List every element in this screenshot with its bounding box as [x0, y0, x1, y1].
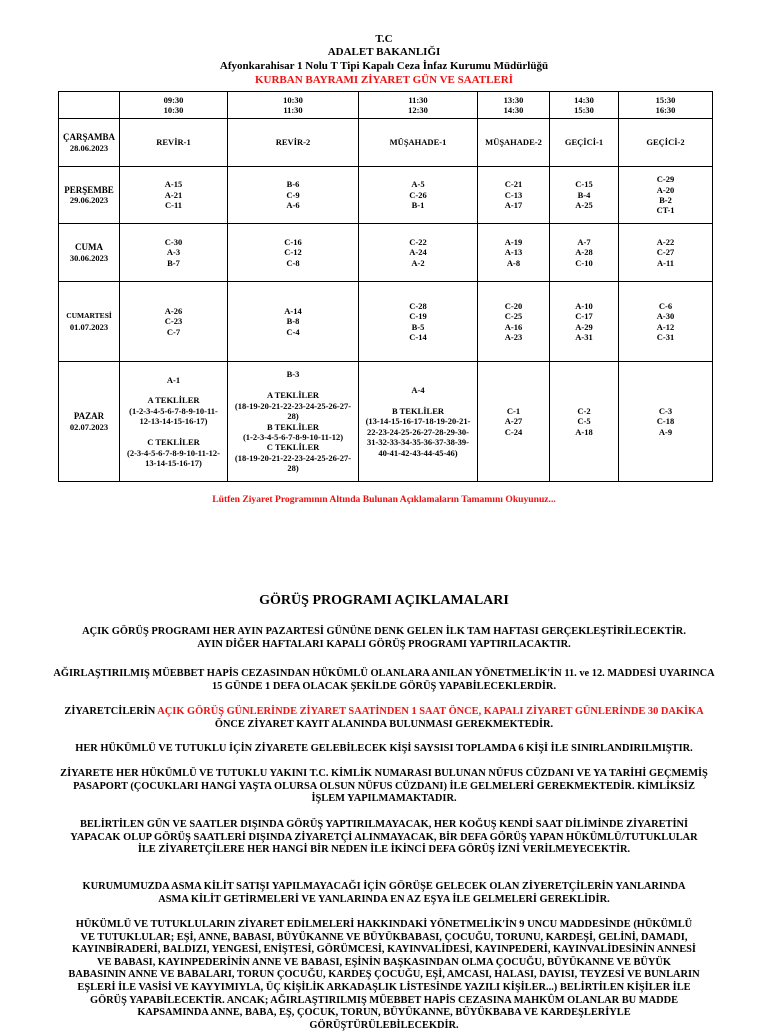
time-header: 10:30 11:30	[228, 92, 359, 119]
visit-schedule-table	[58, 91, 713, 482]
table-cell: B-3 A TEKLİLER (18-19-20-21-22-23-24-25-26-27- 28) B TEKLİLER (1-2-3-4-5-6-7-8-9-10-11-12) C TEKLİLER (18-19-20-21-22-23-24-25-26-27- 28)	[228, 362, 359, 482]
arrival-text-prefix: ZİYARETCİLERİN	[64, 706, 158, 717]
day-date: 28.06.2023	[69, 142, 109, 153]
table-cell: A-26 C-23 C-7	[120, 282, 228, 362]
day-cell	[59, 362, 120, 482]
paragraph-regulation: HÜKÜMLÜ VE TUTUKLULARIN ZİYARET EDİLMELERİ HAKKINDAKİ YÖNETMELİK'İN 9 UNCU MADDESİNDE (HÜKÜMLÜ VE TUTUKLULAR; EŞİ, ANNE, BABASI, BÜYÜKANNE VE BÜYÜKBABASI, ÇOCUĞU, TORUNU, KARDEŞİ, GELİNİ, DAMADI, KAYINBİRADERİ, BALDIZI, YENGESİ, ENİŞTESİ, GÖRÜMCESİ, KAYINVALİDESİ, KAYINPEDERİ, KAYINVALİDESİNİN ANNESİ VE BABASI, KAYINPEDERİNİN ANNE VE BABASI, EŞİNİN BAŞKASINDAN OLMA ÇOCUĞU, BÜYÜKANNE VE BÜYÜK BABASININ ANNE VE BABALARI, TORUN ÇOCUĞU, KARDEŞ ÇOCUĞU, EŞİ, AMCASI, HALASI, DAYISI, TEYZESİ VE BUNLARIN EŞLERİ İLE VASİSİ VE KAYYIMIYLA, ÜÇ KİŞİLİK ARKADAŞLIK LİSTESİNDE YAZILI KİŞİLER...) BELİRTİLEN KİŞİLER İLE GÖRÜŞ YAPABİLECEKTİR. ANCAK; AĞIRLAŞTIRILMIŞ MÜEBBET HAPİS CEZASINA MAHKÛM OLANLAR BU MADDE KAPSAMINDA ANNE, BABA, EŞ, ÇOCUK, TORUN, BÜYÜKANNE, BÜYÜKBABA VE KARDEŞLERİYLE GÖRÜŞTÜRÜLEBİLECEKDİR.	[68, 919, 700, 1031]
day-name: PERŞEMBE	[64, 184, 114, 195]
paragraph-identity: ZİYARETE HER HÜKÜMLÜ VE TUTUKLU YAKINI T.C. KİMLİK NUMARASI BULUNAN NÜFUS CÜZDANI VE YA TARİHİ GEÇMEMİŞ PASAPORT (ÇOCUKLARI HANGİ YAŞTA OLURSA OLSUN NÜFUS CÜZDANI) İLE GELMELERİ GEREKMEKTEDİR. KİMLİKSİZ İŞLEM YAPILMAMAKTADIR.	[60, 768, 708, 805]
time-header: 11:30 12:30	[359, 92, 478, 119]
table-cell: GEÇİCİ-1	[550, 119, 619, 167]
table-cell: A-10 C-17 A-29 A-31	[550, 282, 619, 362]
day-name: CUMARTESİ	[66, 311, 112, 321]
table-cell: C-15 B-4 A-25	[550, 167, 619, 224]
day-cell	[59, 224, 120, 282]
arrival-text-suffix: ÖNCE ZİYARET KAYIT ALANINDA BULUNMASI GEREKMEKTEDİR.	[214, 718, 554, 730]
table-cell: A-22 C-27 A-11	[619, 224, 713, 282]
table-row	[59, 167, 713, 224]
day-date: 30.06.2023	[69, 252, 109, 263]
table-cell: C-28 C-19 B-5 C-14	[359, 282, 478, 362]
table-cell: A-5 C-26 B-1	[359, 167, 478, 224]
table-cell: REVİR-2	[228, 119, 359, 167]
table-cell: C-6 A-30 A-12 C-31	[619, 282, 713, 362]
paragraph-visitor-limit: HER HÜKÜMLÜ VE TUTUKLU İÇİN ZİYARETE GELEBİLECEK KİŞİ SAYSISI TOPLAMDA 6 KİŞİ İLE SINIRLANDIRILMIŞTIR.	[75, 743, 693, 754]
table-cell: C-21 C-13 A-17	[478, 167, 550, 224]
corner-cell	[59, 92, 120, 119]
program-title: GÖRÜŞ PROGRAMI AÇIKLAMALARI	[259, 593, 509, 608]
day-cell	[59, 282, 120, 362]
table-cell: MÜŞAHADE-1	[359, 119, 478, 167]
header-tc: T.C	[375, 33, 393, 45]
day-name: PAZAR	[73, 411, 105, 422]
table-cell: C-3 C-18 A-9	[619, 362, 713, 482]
table-cell: MÜŞAHADE-2	[478, 119, 550, 167]
table-cell: C-1 A-27 C-24	[478, 362, 550, 482]
header-institution: Afyonkarahisar 1 Nolu T Tipi Kapalı Ceza İnfaz Kurumu Müdürlüğü	[219, 60, 549, 72]
table-row	[59, 282, 713, 362]
day-date: 29.06.2023	[69, 195, 109, 205]
table-cell: C-30 A-3 B-7	[120, 224, 228, 282]
table-cell: B-6 C-9 A-6	[228, 167, 359, 224]
table-cell: A-19 A-13 A-8	[478, 224, 550, 282]
arrival-text-highlight: AÇIK GÖRÜŞ GÜNLERİNDE ZİYARET SAATİNDEN 1 SAAT ÖNCE, KAPALI ZİYARET GÜNLERİNDE 30 DAKİKA	[157, 706, 704, 717]
paragraph-open-visit: AÇIK GÖRÜŞ PROGRAMI HER AYIN PAZARTESİ GÜNÜNE DENK GELEN İLK TAM HAFTASI GERÇEKLEŞTİRİLECEKTİR. AYIN DİĞER HAFTALARI KAPALI GÖRÜŞ PROGRAMI YAPTIRILACAKTIR.	[82, 626, 686, 650]
table-cell: GEÇİCİ-2	[619, 119, 713, 167]
table-cell: A-4 B TEKLİLER (13-14-15-16-17-18-19-20-21- 22-23-24-25-26-27-28-29-30- 31-32-33-34-35-36-37-38-39- 40-41-42-43-44-45-46)	[359, 362, 478, 482]
read-notes-warning: Lütfen Ziyaret Programının Altında Bulunan Açıklamaların Tamamını Okuyunuz...	[212, 494, 556, 505]
day-cell	[59, 119, 120, 167]
table-cell: A-15 A-21 C-11	[120, 167, 228, 224]
table-cell: C-16 C-12 C-8	[228, 224, 359, 282]
table-row	[59, 119, 713, 167]
table-cell: A-1 A TEKLİLER (1-2-3-4-5-6-7-8-9-10-11- 12-13-14-15-16-17) C TEKLİLER (2-3-4-5-6-7-8-9-10-11-12- 13-14-15-16-17)	[120, 362, 228, 482]
table-cell: C-29 A-20 B-2 CT-1	[619, 167, 713, 224]
table-cell: A-14 B-8 C-4	[228, 282, 359, 362]
table-cell: C-20 C-25 A-16 A-23	[478, 282, 550, 362]
table-cell: C-2 C-5 A-18	[550, 362, 619, 482]
table-row	[59, 362, 713, 482]
day-name: CUMA	[75, 242, 103, 253]
table-cell: A-7 A-28 C-10	[550, 224, 619, 282]
paragraph-visit-hours: BELİRTİLEN GÜN VE SAATLER DIŞINDA GÖRÜŞ YAPTIRILMAYACAK, HER KOĞUŞ KENDİ SAAT DİLİMİNDE ZİYARETİNİ YAPACAK OLUP GÖRÜŞ SAATLERİ DIŞINDA ZİYARETÇİ ALINMAYACAK, BİR DEFA GÖRÜŞ YAPAN HÜKÜMLÜ/TUTUKLULAR İLE ZİYARETÇİLERE HER HANGİ BİR NEDEN İLE İKİNCİ DEFA GÖRÜŞ İZNİ VERİLMEYECEKTİR.	[70, 819, 698, 856]
table-cell: REVİR-1	[120, 119, 228, 167]
time-header: 15:30 16:30	[619, 92, 713, 119]
time-header-row	[59, 92, 713, 119]
day-cell	[59, 167, 120, 224]
paragraph-life-sentence: AĞIRLAŞTIRILMIŞ MÜEBBET HAPİS CEZASINDAN HÜKÜMLÜ OLANLARA ANILAN YÖNETMELİK'İN 11. ve 12. MADDESİ UYARINCA 15 GÜNDE 1 DEFA OLACAK ŞEKİLDE GÖRÜŞ YAPABİLECEKLERDİR.	[53, 668, 715, 692]
table-row	[59, 224, 713, 282]
day-date: 02.07.2023	[69, 421, 109, 432]
time-header: 13:30 14:30	[478, 92, 550, 119]
table-cell: C-22 A-24 A-2	[359, 224, 478, 282]
time-header: 14:30 15:30	[550, 92, 619, 119]
paragraph-arrival-time	[20, 706, 748, 731]
paragraph-padlock: KURUMUMUZDA ASMA KİLİT SATIŞI YAPILMAYACAĞI İÇİN GÖRÜŞE GELECEK OLAN ZİYERETÇİLERİN YANLARINDA ASMA KİLİT GETİRMELERİ VE YANLARINDA EN AZ EŞYA İLE GELMELERİ GEREKLİDİR.	[82, 881, 686, 905]
header-ministry: ADALET BAKANLIĞI	[327, 46, 441, 58]
day-date: 01.07.2023	[69, 321, 109, 332]
time-header: 09:30 10:30	[120, 92, 228, 119]
schedule-title: KURBAN BAYRAMI ZİYARET GÜN VE SAATLERİ	[254, 74, 514, 86]
day-name: ÇARŞAMBA	[62, 132, 115, 143]
